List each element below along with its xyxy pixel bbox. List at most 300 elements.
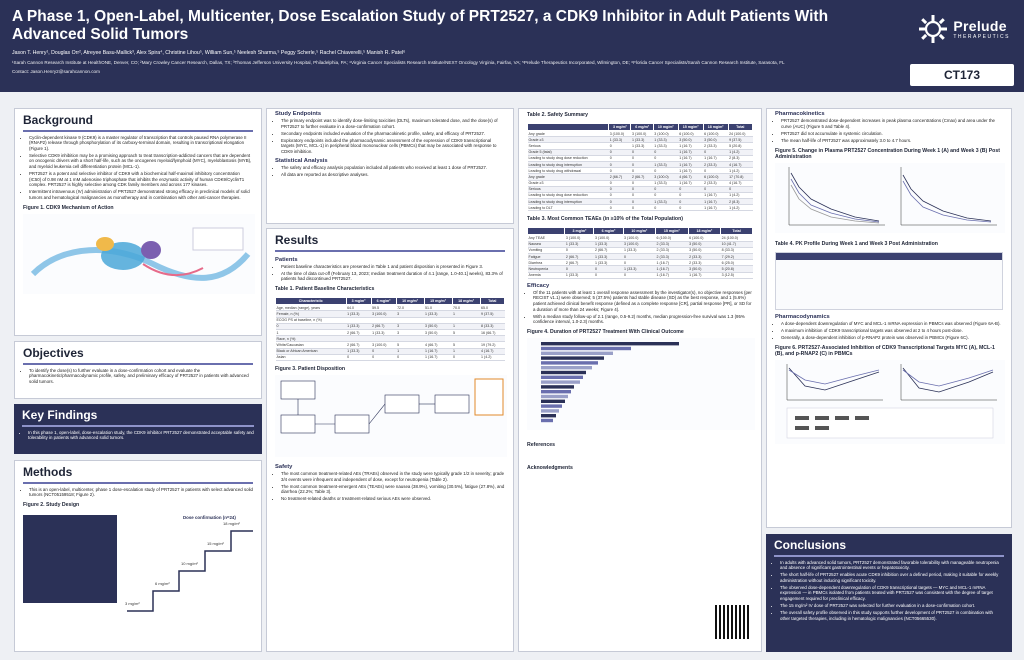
table-cell: 6 (25.0) — [721, 260, 753, 266]
table-cell: 1 (33.3) — [594, 260, 623, 266]
poster-title: A Phase 1, Open-Label, Multicenter, Dose Escalation Study of PRT2527, a CDK9 Inhibitor in Adult Patients With Advanced Solid Tumors — [12, 8, 829, 43]
table-cell: 3 (50.0) — [424, 323, 452, 329]
contact-line: Contact: Jason.Henry2@sarahcannon.com — [12, 69, 100, 74]
table-cell: 3 (50.0) — [678, 137, 703, 143]
table-cell: 3 (100.0) — [631, 131, 653, 137]
table-cell: Any grade — [528, 131, 609, 137]
table-cell: 0 — [631, 205, 653, 211]
table-cell: 0 — [653, 205, 678, 211]
table-cell: 1 (33.3) — [653, 137, 678, 143]
acknowledgments-heading: Acknowledgments — [527, 465, 573, 472]
patients-bullet: • At the time of data cut-off (February 13, 2023; median treatment duration of 4.1 [range, 1.0-40.1] weeks), 83.3% of patients had discontinued PRT2527. — [281, 271, 505, 282]
background-panel — [14, 108, 262, 336]
table-cell: 3 (50.0) — [688, 247, 721, 253]
table-cell: 0 — [276, 323, 347, 329]
dose-level-label: 10 mg/m² — [181, 561, 198, 567]
poster-header — [0, 0, 1024, 92]
table-cell: 0 — [703, 149, 728, 155]
table-cell: 1 (33.3) — [623, 247, 656, 253]
table-cell: 1 (16.7) — [703, 155, 728, 161]
objectives-panel — [14, 341, 262, 399]
table-cell: 2 (33.3) — [656, 247, 689, 253]
table-cell: 17 (70.8) — [728, 174, 752, 180]
table-cell: 3 (100.0) — [371, 342, 396, 348]
table-cell: 3 (100.0) — [653, 174, 678, 180]
pk-profile-table — [775, 252, 1003, 310]
table-cell: 0 — [346, 354, 371, 360]
table-cell: 1 (16.7) — [678, 180, 703, 186]
safety-bullet: • The most common treatment-emergent AEs (TEAEs) were nausea (38.9%), vomiting (30.5%), fatigue (27.8%), and diarrhea (22.2%; Table 3). — [281, 484, 505, 495]
table-cell: 1 (16.7) — [678, 149, 703, 155]
pk-concentration-plot — [775, 163, 1005, 233]
table-cell: Black or African American — [276, 348, 347, 354]
table-cell: 0 — [631, 149, 653, 155]
table-cell: 0 — [609, 180, 631, 186]
table-cell: 1 (33.3) — [565, 241, 594, 247]
table-cell: Any grade — [528, 174, 609, 180]
swimmer-bar — [541, 347, 631, 350]
table-cell: 1 (33.3) — [346, 311, 371, 317]
swimmer-bar — [541, 419, 553, 422]
qr-code-icon[interactable] — [715, 605, 749, 639]
table-header-cell: 3 mg/m² — [565, 228, 594, 235]
swimmer-bar — [541, 376, 583, 379]
table-header-cell — [528, 228, 565, 235]
swimmer-bar — [541, 400, 565, 403]
table-cell: 1 (16.7) — [703, 205, 728, 211]
table-cell: 0 — [653, 149, 678, 155]
table-cell: 2 (33.3) — [656, 254, 689, 260]
figure-1-title: Figure 1. CDK9 Mechanism of Action — [23, 205, 114, 212]
table-cell: 64.0 — [346, 305, 371, 311]
table-cell: 0 — [609, 186, 631, 192]
table-cell: 0 — [609, 143, 631, 149]
table-cell: 1 (33.3) — [653, 143, 678, 149]
table-header-cell: 10 mg/m² — [653, 124, 678, 131]
table-header-cell: 18 mg/m² — [688, 228, 721, 235]
safety-bullet: • No treatment-related deaths or treatment-related serious AEs were observed. — [281, 496, 505, 502]
conclusion-bullet: • The 15 mg/m² IV dose of PRT2527 was selected for further evaluation in a dose-confirmation cohort. — [780, 603, 1004, 609]
table-cell: 4 (66.7) — [424, 342, 452, 348]
table-cell: 3 (50.0) — [688, 241, 721, 247]
abstract-badge: CT173 — [910, 64, 1014, 86]
table-cell: 0 — [594, 272, 623, 278]
table-cell: Leading to study drug interruption — [528, 199, 609, 205]
table-header-cell: 3 mg/m² — [609, 124, 631, 131]
table-cell: 0 — [609, 161, 631, 167]
table-cell: 0 — [565, 247, 594, 253]
table-cell: 0 — [703, 168, 728, 174]
table-header-cell: 10 mg/m² — [396, 298, 424, 305]
table-cell: 0 — [678, 205, 703, 211]
table-cell: 0 — [728, 186, 752, 192]
pharmacodynamics-heading: Pharmacodynamics — [775, 313, 830, 320]
table-cell: 1 (33.3) — [424, 311, 452, 317]
table-cell: Fatigue — [528, 254, 565, 260]
table-cell: 0 — [565, 266, 594, 272]
table-header-cell: Total — [480, 298, 504, 305]
patient-disposition-diagram — [275, 375, 507, 457]
figure-3-title: Figure 3. Patient Disposition — [275, 365, 346, 372]
table-header-cell: Total — [728, 124, 752, 131]
table-cell: 0 — [623, 254, 656, 260]
dose-level-label: 3 mg/m² — [125, 601, 140, 607]
swimmer-bar — [541, 342, 679, 345]
table-cell: 3 (100.0) — [594, 235, 623, 241]
table-cell: 1 — [276, 330, 347, 336]
eligibility-box — [23, 515, 117, 603]
table-cell: 0 — [653, 186, 678, 192]
conclusion-bullet: • In adults with advanced solid tumors, PRT2527 demonstrated favorable tolerability with manageable neutropenia and absence of significant gastrointestinal events or hepatotoxicity. — [780, 560, 1004, 571]
table-cell: Leading to study drug dose reduction — [528, 192, 609, 198]
table-cell: 0 — [609, 168, 631, 174]
table-cell: Grade 5 (fatal) — [528, 149, 609, 155]
figure-5-title: Figure 5. Change in Plasma PRT2527 Concentration During Week 1 (A) and Week 3 (B) Post Administration — [775, 147, 1000, 160]
table-cell: 1 (16.7) — [424, 348, 452, 354]
table-cell: 0 — [703, 186, 728, 192]
table-cell: 2 (66.7) — [609, 174, 631, 180]
table-cell: 1 (16.7) — [424, 354, 452, 360]
results-panel — [266, 228, 514, 652]
table-cell: 0 — [631, 161, 653, 167]
pd-bullet: • Generally, a dose-dependent inhibition of p-RNAP2 protein was observed in PBMCs (Figure 6C). — [781, 335, 1003, 341]
endpoint-bullet: • Exploratory endpoints included the pharmacodynamic assessment of the expression of CDK9 transcriptional targets (MYC, MCL-1) in peripheral blood mononuclear cells (PBMCs) that may be associated with response to CDK9 inhibition. — [281, 138, 505, 155]
table-cell: 1 (33.3) — [565, 272, 594, 278]
table-cell: 2 (8.3) — [728, 199, 752, 205]
table-cell: 0 — [609, 149, 631, 155]
table-cell: Nausea — [528, 241, 565, 247]
table-cell: 3 — [396, 311, 424, 317]
table-cell: 72.0 — [396, 305, 424, 311]
swimmer-bar — [541, 362, 598, 365]
table-cell: Grade ≥3 — [528, 137, 609, 143]
table-4-title: Table 4. PK Profile During Week 1 and Week 3 Post Administration — [775, 240, 938, 247]
study-endpoints-heading: Study Endpoints — [275, 111, 322, 117]
table-cell: 3 (100.0) — [623, 235, 656, 241]
table-row — [276, 354, 505, 360]
baseline-characteristics-table — [275, 297, 505, 361]
table-cell: 2 (8.3) — [728, 155, 752, 161]
conclusion-bullet: • The short half-life of PRT2527 enables acute CDK9 inhibition over a defined period, making it suitable for weekly administration without inducing significant toxicity. — [780, 572, 1004, 583]
table-cell: Age, median (range), years — [276, 305, 347, 311]
table-cell: 1 (33.3) — [653, 199, 678, 205]
table-header-cell: 15 mg/m² — [424, 298, 452, 305]
table-cell: 3 (50.0) — [424, 330, 452, 336]
swimmer-bar — [541, 357, 604, 360]
methods-heading: Methods — [23, 465, 73, 479]
endpoint-bullet: • The primary endpoint was to identify dose-limiting toxicities (DLTs), maximum tolerated dose, and the dose(s) of PRT2527 to further evaluate in a dose-confirmation cohort. — [281, 118, 505, 129]
references-heading: References — [527, 442, 555, 449]
table-cell: 1 — [452, 311, 480, 317]
swimmer-bar — [541, 371, 586, 374]
background-bullet: • Intermittent intravenous (IV) administration of PRT2527 demonstrated strong efficacy in preclinical models of solid tumors and hematological malignancies as monotherapy and in combination with other anti-cancer therapies. — [29, 189, 253, 200]
table-cell: 1 (16.7) — [688, 272, 721, 278]
background-bullet: • PRT2527 is a potent and selective inhibitor of CDK9 with a biochemical half-maximal inhibitory concentration (IC50) of 0.98 nM at 1 mM adenosine triphosphate that inhibits the enzymatic activity of human CDK9/CyclinT1 complex. PRT2527 is highly selective among CDK family members and across 177 kinases. — [29, 171, 253, 188]
table-cell: 0 — [623, 272, 656, 278]
table-cell: 1 (33.3) — [631, 137, 653, 143]
table-cell: 1 (16.7) — [703, 199, 728, 205]
table-cell: Serious — [528, 186, 609, 192]
safety-efficacy-panel — [518, 108, 762, 652]
table-cell: 59.5 — [371, 305, 396, 311]
table-header-cell: 3 mg/m² — [346, 298, 371, 305]
table-cell: 3 (100.0) — [565, 235, 594, 241]
swimmer-bar — [541, 352, 613, 355]
table-cell: 0 — [396, 354, 424, 360]
table-cell: 1 — [452, 323, 480, 329]
table-cell: 0 — [631, 186, 653, 192]
statistical-analysis-heading: Statistical Analysis — [275, 158, 328, 165]
table-cell: Race, n (%) — [276, 336, 347, 342]
table-cell: 6 (100.0) — [703, 131, 728, 137]
table-cell: 1 (33.3) — [346, 348, 371, 354]
table-cell: 0 — [631, 192, 653, 198]
background-bullet: • Cyclin-dependent kinase 9 (CDK9) is a master regulator of transcription that controls paused RNA polymerase II (RNAP2) release through phosphorylation of its carboxy-terminal domain, resulting in transcriptional elongation (Figure 1). — [29, 135, 253, 152]
table-cell: 1 (16.7) — [678, 143, 703, 149]
table-cell: 2 (66.7) — [346, 342, 371, 348]
dose-level-label: 15 mg/m² — [207, 541, 224, 547]
table-header-cell: 15 mg/m² — [656, 228, 689, 235]
table-cell: 6 (100.0) — [656, 235, 689, 241]
pk-bullet: • The mean half-life of PRT2527 was approximately 3.0 to 4.7 hours. — [781, 138, 1003, 144]
swimmer-bar — [541, 410, 559, 413]
table-cell: 1 (4.2) — [480, 354, 504, 360]
table-cell: 1 (33.3) — [594, 254, 623, 260]
table-cell: 0 — [609, 192, 631, 198]
study-endpoints-panel — [266, 108, 514, 224]
table-cell: 3 (12.5) — [721, 272, 753, 278]
table-cell: 5 (20.8) — [728, 143, 752, 149]
logo-subtitle: THERAPEUTICS — [953, 34, 1010, 40]
safety-heading: Safety — [275, 463, 293, 470]
swimmer-bar — [541, 405, 562, 408]
table-cell: 1 (16.7) — [656, 272, 689, 278]
patients-bullet: • Patient baseline characteristics are presented in Table 1 and patient disposition is presented in Figure 3. — [281, 264, 505, 270]
table-cell: 1 (33.3) — [653, 180, 678, 186]
table-header-cell: 15 mg/m² — [678, 124, 703, 131]
pd-bullet: • A maximum inhibition of CDK9 transcriptional targets was observed at 2 to 4 hours post-dose. — [781, 328, 1003, 334]
pd-bullet: • A dose-dependent downregulation of MYC and MCL-1 mRNA expression in PBMCs was observed (Figure 6A-B). — [781, 321, 1003, 327]
table-cell: 9 (37.5) — [480, 311, 504, 317]
dose-level-label: 6 mg/m² — [155, 581, 170, 587]
table-2-title: Table 2. Safety Summary — [527, 112, 589, 118]
table-cell: 1 (33.3) — [631, 143, 653, 149]
methods-panel — [14, 460, 262, 652]
table-cell: 1 (4.2) — [728, 205, 752, 211]
table-cell: 1 (4.2) — [728, 149, 752, 155]
table-cell: 1 (16.7) — [703, 192, 728, 198]
table-cell: 1 — [396, 348, 424, 354]
table-header-cell: Total — [721, 228, 753, 235]
patients-heading: Patients — [275, 256, 298, 263]
table-cell: 4 (66.7) — [678, 174, 703, 180]
table-cell: 70.0 — [452, 305, 480, 311]
table-cell: ECOG PS at baseline, n (%) — [276, 317, 347, 323]
efficacy-bullet: • With a median study follow-up of 2.1 (range, 0.5-9.2) months, median progression-free survival was 1.3 (95% confidence interval, 1.0-2.3) months. — [533, 314, 753, 325]
table-cell: 5 — [452, 342, 480, 348]
table-cell: 2 (33.3) — [703, 161, 728, 167]
conclusions-heading: Conclusions — [774, 538, 847, 552]
background-heading: Background — [23, 113, 94, 127]
efficacy-heading: Efficacy — [527, 282, 550, 289]
table-cell: 4 (16.7) — [480, 348, 504, 354]
key-findings-panel — [14, 404, 262, 454]
table-cell: 3 — [396, 323, 424, 329]
table-cell: Leading to study drug interruption — [528, 161, 609, 167]
table-header-cell: 18 mg/m² — [452, 298, 480, 305]
swimmer-bar — [541, 414, 556, 417]
table-cell: 16 (66.7) — [480, 330, 504, 336]
table-cell: 3 (100.0) — [371, 311, 396, 317]
table-cell: Anemia — [528, 272, 565, 278]
logo-name: Prelude — [953, 18, 1007, 34]
table-header-cell: 10 mg/m² — [623, 228, 656, 235]
efficacy-bullet: • Of the 11 patients with at least 1 overall response assessment by the investigator(s), no objective responses (per RECIST v1.1) were observed; 5 (37.5%) patients had stable disease (SD) as the best response, and 1 (5.6%) patient achieved clinical benefit response (defined as a complete response [CR], partial response [PR], or SD for a duration of more than 24 weeks; Figure 4). — [533, 290, 753, 312]
key-findings-heading: Key Findings — [22, 408, 98, 422]
author-list: Jason T. Henry¹, Douglas Orr², Atreyee Basu-Mallick³, Alex Spira⁴, Christine Lihou⁵, William Sun,⁵ Neelesh Sharma,⁵ Peggy Scherle,⁵ Rachel Chiaverelli,⁵ Manish R. Patel⁶ — [12, 50, 406, 56]
table-cell: 0 — [452, 354, 480, 360]
table-cell: Vomiting — [528, 247, 565, 253]
table-cell: Leading to study drug dose reduction — [528, 155, 609, 161]
table-cell: 2 (33.3) — [688, 260, 721, 266]
table-cell: 1 (16.7) — [656, 266, 689, 272]
table-cell: 2 (66.7) — [371, 323, 396, 329]
table-cell: 9 (37.5) — [728, 137, 752, 143]
affiliation-list: ¹Sarah Cannon Research Institute at HealthONE, Denver, CO; ²Mary Crowley Cancer Research, Dallas, TX; ³Thomas Jefferson University Hospital, Philadelphia, PA; ⁴Virginia Cancer Specialists Research Institute/NEXT Oncology Virginia, Fairfax, VA; ⁵Prelude Therapeutics Incorporated, Wilmington, DE; ⁶Florida Cancer Specialists/Sarah Cannon Research Institute, Sarasota, FL — [12, 60, 785, 65]
table-header-cell: 6 mg/m² — [631, 124, 653, 131]
table-cell: 1 (33.3) — [609, 137, 631, 143]
table-cell: 2 (33.3) — [688, 254, 721, 260]
table-cell: 24 (100.0) — [728, 131, 752, 137]
figure-4-title: Figure 4. Duration of PRT2527 Treatment With Clinical Outcome — [527, 329, 684, 336]
table-header-cell: 18 mg/m² — [703, 124, 728, 131]
table-cell: 0 — [653, 192, 678, 198]
table-cell: Grade ≥3 — [528, 180, 609, 186]
table-cell: 1 (4.2) — [728, 168, 752, 174]
stat-bullet: • All data are reported as descriptive analyses. — [281, 172, 505, 178]
safety-summary-table — [527, 123, 753, 211]
table-header-cell: 6 mg/m² — [594, 228, 623, 235]
dose-confirmation-label: Dose confirmation (n=24) — [183, 515, 236, 521]
table-header-cell: 6 mg/m² — [371, 298, 396, 305]
table-row — [528, 205, 753, 211]
swimmer-bar — [541, 390, 571, 393]
table-cell: 3 (100.0) — [653, 131, 678, 137]
table-cell: White/Caucasian — [276, 342, 347, 348]
figure-2-title: Figure 2. Study Design — [23, 502, 80, 509]
pd-inhibition-plot — [775, 360, 1005, 444]
table-cell: 0 — [371, 354, 396, 360]
results-heading: Results — [275, 233, 319, 247]
table-cell: 0 — [609, 155, 631, 161]
table-cell: 19 (79.2) — [480, 342, 504, 348]
conclusion-bullet: • The observed dose-dependent downregulation of CDK9 transcriptional targets — MYC and MCL-1 mRNA expression — in PBMCs isolated from patients treated with PRT2527 was consistent with the degree of target engagement required for preclinical efficacy. — [780, 585, 1004, 602]
table-cell: 3 (50.0) — [688, 266, 721, 272]
table-cell: 5 — [452, 330, 480, 336]
gear-icon — [918, 14, 948, 44]
conclusions-panel — [766, 534, 1012, 652]
table-cell: 0 — [653, 155, 678, 161]
swimmer-bar — [541, 381, 580, 384]
safety-bullet: • The most common treatment-related AEs (TRAEs) observed in the study were typically grade 1/2 in severity; grade 3/4 events were infrequent and independent of dose, except for neutropenia (Table 2). — [281, 471, 505, 482]
table-cell: Neutropenia — [528, 266, 565, 272]
table-cell: 0 — [609, 205, 631, 211]
swimmer-bar — [541, 366, 592, 369]
table-cell: 0 — [631, 155, 653, 161]
table-cell: 5 — [396, 342, 424, 348]
table-cell: 0 — [653, 168, 678, 174]
table-cell: 2 (66.7) — [565, 260, 594, 266]
table-cell: 0 — [631, 180, 653, 186]
table-cell: 2 (66.7) — [594, 247, 623, 253]
table-cell: 5 (20.8) — [721, 266, 753, 272]
swimmer-bar — [541, 386, 574, 389]
table-cell: 6 (100.0) — [678, 131, 703, 137]
swimmer-plot — [527, 338, 755, 430]
table-cell: 3 (100.0) — [623, 241, 656, 247]
table-cell: 0 — [678, 192, 703, 198]
table-cell: 0 — [609, 199, 631, 205]
table-cell: 2 (33.3) — [703, 180, 728, 186]
table-row — [528, 272, 753, 278]
endpoint-bullet: • Secondary endpoints included evaluation of the pharmacokinetic profile, safety, and efficacy of PRT2527. — [281, 131, 505, 137]
table-cell: 24 (100.0) — [721, 235, 753, 241]
pharmacokinetics-heading: Pharmacokinetics — [775, 111, 825, 117]
table-cell: 1 — [452, 348, 480, 354]
table-header-cell — [528, 124, 609, 131]
table-cell: 2 (33.3) — [656, 241, 689, 247]
table-cell: 2 (66.7) — [346, 330, 371, 336]
table-cell: 6 (100.0) — [688, 235, 721, 241]
table-cell: 1 (33.3) — [594, 241, 623, 247]
table-cell: 0 — [678, 186, 703, 192]
prelude-logo — [918, 14, 1010, 44]
table-cell: 2 (33.3) — [703, 143, 728, 149]
table-cell: 8 (33.3) — [480, 323, 504, 329]
background-bullet: • Selective CDK9 inhibition may be a promising approach to treat transcription-addicted cancers that are dependent on oncogenic drivers with a short half-life, such as the oncogenes myeloid/lymphoid (MYC), myeloblastosis (MYB), and myeloid leukemia cell differentiation protein (MCL-1). — [29, 153, 253, 170]
table-cell: 10 (41.7) — [721, 241, 753, 247]
table-cell: 1 (16.7) — [678, 155, 703, 161]
table-header-cell: Characteristic — [276, 298, 347, 305]
dose-level-label: 18 mg/m² — [223, 521, 240, 527]
table-cell: 0 — [594, 266, 623, 272]
table-cell: 4 (16.7) — [728, 180, 752, 186]
table-cell: 4 (16.7) — [728, 161, 752, 167]
teae-table — [527, 227, 753, 278]
table-cell: Any TEAE — [528, 235, 565, 241]
table-cell: 1 (16.7) — [678, 161, 703, 167]
table-cell: Leading to study drug withdrawal — [528, 168, 609, 174]
table-cell: 0 — [623, 260, 656, 266]
pk-bullet: • PRT2527 did not accumulate in systemic circulation. — [781, 131, 1003, 137]
objectives-text: • To identify the dose(s) to further evaluate in a dose-confirmation cohort and evaluate the pharmacokinetic/pharmacodynamic profile, safety, and preliminary efficacy of PRT2527 in patients with advanced solid tumors. — [29, 368, 253, 385]
table-cell: 2 (66.7) — [631, 174, 653, 180]
methods-text: • This is an open-label, multicenter, phase 1 dose-escalation study of PRT2527 in patients with select advanced solid tumors (NCT05159518; Figure 2). — [29, 487, 253, 498]
table-cell: 1 (4.2) — [728, 192, 752, 198]
table-cell: 0 — [631, 199, 653, 205]
table-cell: 1 (16.7) — [678, 168, 703, 174]
cdk9-mechanism-figure — [23, 214, 255, 294]
table-cell: 6 (100.0) — [703, 174, 728, 180]
table-cell: Diarrhea — [528, 260, 565, 266]
table-cell: 1 (16.7) — [656, 260, 689, 266]
figure-6-title: Figure 6. PRT2527-Associated Inhibition of CDK9 Transcriptional Targets MYC (A), MCL-1 (B), and p-RNAP2 (C) in PBMCs — [775, 345, 995, 358]
table-cell: 0 — [631, 168, 653, 174]
pk-bullet: • PRT2527 demonstrated dose-dependent increases in peak plasma concentrations (Cmax) and area under the curve (AUC) (Figure 5 and Table 4). — [781, 118, 1003, 129]
table-cell: 7 (29.2) — [721, 254, 753, 260]
table-cell: 0 — [371, 348, 396, 354]
table-cell: 0 — [678, 199, 703, 205]
